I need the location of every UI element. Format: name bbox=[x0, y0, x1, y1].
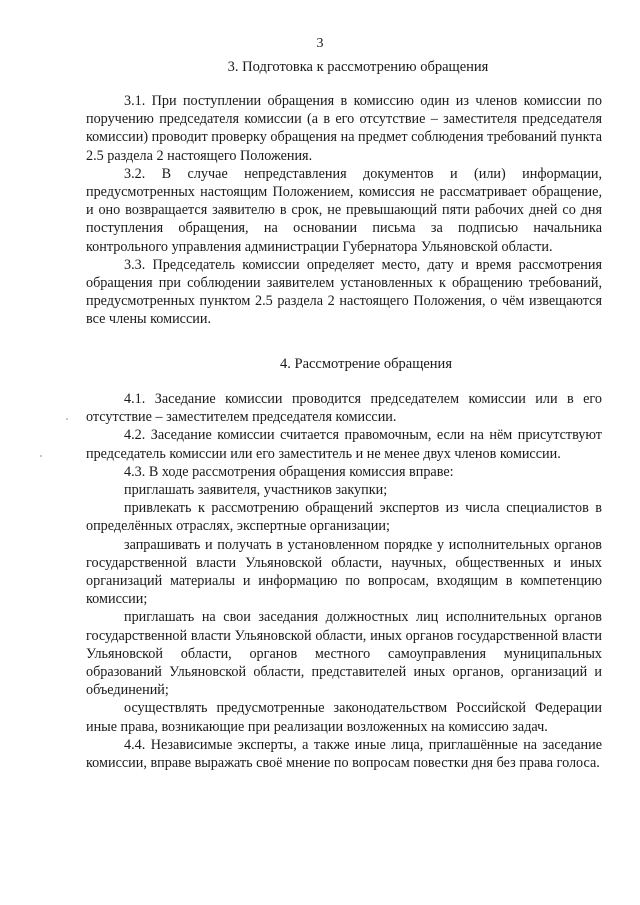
paragraph-4-1: 4.1. Заседание комиссии проводится председателем комиссии или в его отсутствие – заместителем председателя комиссии. bbox=[86, 391, 602, 426]
paragraph-4-3: 4.3. В ходе рассмотрения обращения комиссия вправе: bbox=[124, 463, 454, 480]
section-4-body bbox=[86, 390, 602, 772]
paragraph-4-2: 4.2. Заседание комиссии считается правомочным, если на нём присутствуют председатель комиссии или его заместитель и не менее двух членов комиссии. bbox=[86, 427, 602, 462]
list-item-invite: приглашать заявителя, участников закупки; bbox=[124, 482, 388, 499]
section-3-heading: 3. Подготовка к рассмотрению обращения bbox=[227, 59, 489, 75]
paragraph-3-3: 3.3. Председатель комиссии определяет место, дату и время рассмотрения обращения при соблюдении заявителем установленных к обращению требований, предусмотренных пунктом 2.5 раздела 2 настоящего Положения, о чём извещаются все члены комиссии. bbox=[86, 256, 602, 328]
scan-speck bbox=[66, 418, 68, 420]
scan-speck bbox=[40, 455, 42, 457]
list-item-request: запрашивать и получать в установленном порядке у исполнительных органов государственной власти Ульяновской области, научных, общественных и иных организаций материалы и информацию по вопросам, входящим в компетенцию комиссии; bbox=[86, 536, 602, 608]
paragraph-3-2: 3.2. В случае непредставления документов и (или) информации, предусмотренных настоящим Положением, комиссия не рассматривает обращение, и оно возвращается заявителю в срок, не превышающий пяти рабочих дней со дня поступления обращения, на основании письма за подписью начальника контрольного управления администрации Губернатора Ульяновской области. bbox=[86, 165, 602, 255]
page-number: 3 bbox=[316, 36, 324, 51]
list-item-officials: приглашать на свои заседания должностных лиц исполнительных органов государственной власти Ульяновской области, иных органов государственной власти Ульяновской области, органов местного самоуправления муниципальных образований Ульяновской области, представителей иных органов, организаций и объединений; bbox=[86, 609, 602, 699]
paragraph-3-1: 3.1. При поступлении обращения в комиссию один из членов комиссии по поручению председателя комиссии (а в его отсутствие – заместителя председателя комиссии) проводит проверку обращения на предмет соблюдения требований пункта 2.5 раздела 2 настоящего Положения. bbox=[86, 93, 602, 164]
section-3-body bbox=[86, 92, 602, 329]
list-item-experts: привлекать к рассмотрению обращений экспертов из числа специалистов в определённых отраслях, экспертные организации; bbox=[86, 500, 602, 535]
list-item-other-rights: осуществлять предусмотренные законодательством Российской Федерации иные права, возникающие при реализации возложенных на комиссию задач. bbox=[86, 700, 602, 735]
section-4-heading: 4. Рассмотрение обращения bbox=[280, 356, 452, 372]
paragraph-4-4: 4.4. Независимые эксперты, а также иные лица, приглашённые на заседание комиссии, вправе выражать своё мнение по вопросам повестки дня без права голоса. bbox=[86, 736, 602, 772]
